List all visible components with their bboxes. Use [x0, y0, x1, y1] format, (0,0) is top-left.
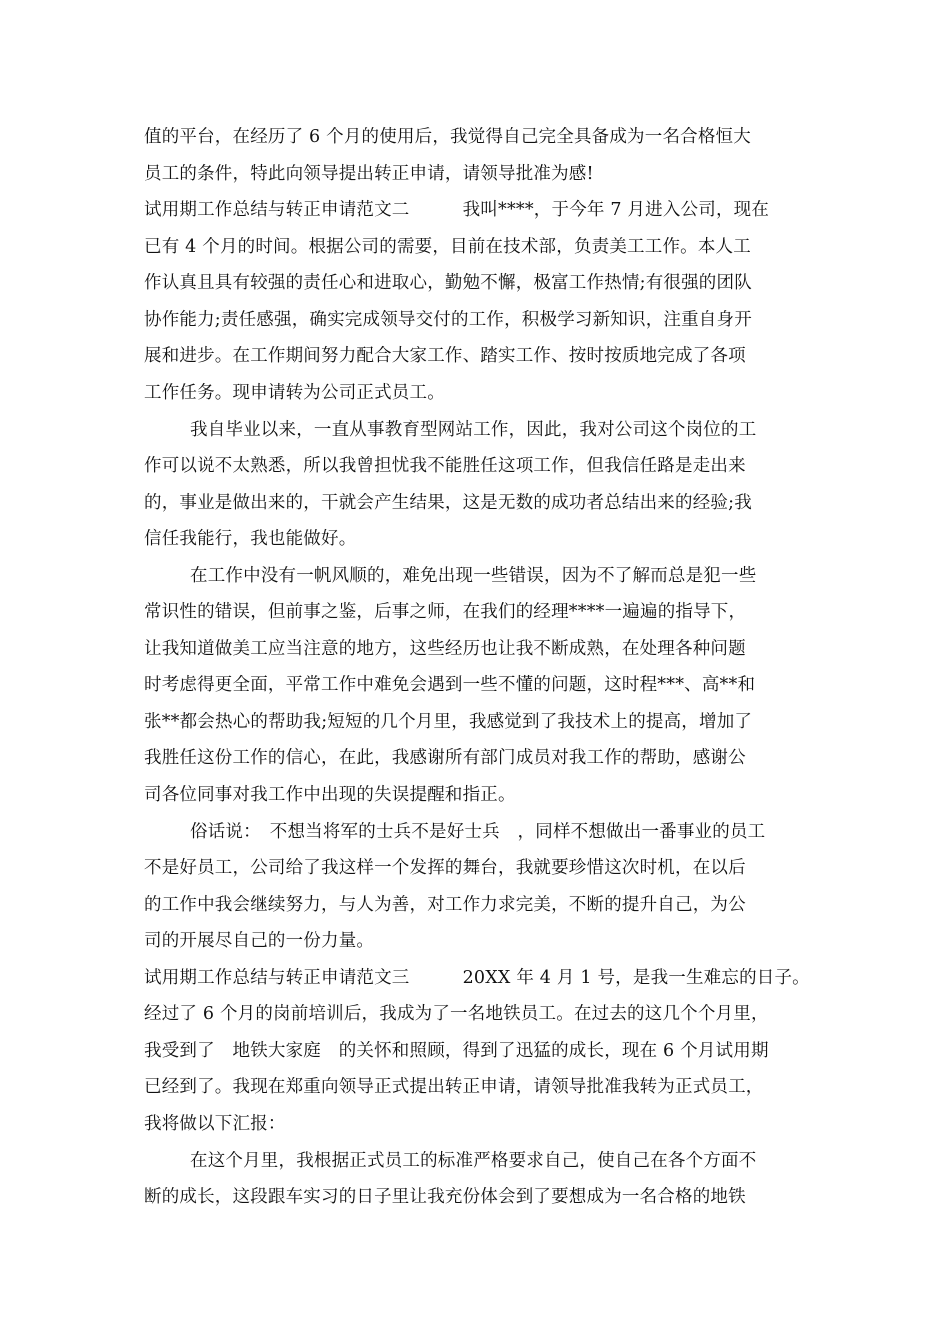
section-heading-line: 试用期工作总结与转正申请范文三 20XX 年 4 月 1 号，是我一生难忘的日子。 [144, 968, 810, 988]
text-line: 的工作中我会继续努力，与人为善，对工作力求完美，不断的提升自己，为公 [144, 895, 746, 915]
text-line: 作认真且具有较强的责任心和进取心，勤勉不懈，极富工作热情;有很强的团队 [144, 273, 752, 293]
text-line: 经过了 6 个月的岗前培训后，我成为了一名地铁员工。在过去的这几个个月里， [144, 1004, 769, 1024]
text-line: 协作能力;责任感强，确实完成领导交付的工作，积极学习新知识，注重自身开 [144, 310, 752, 330]
text-line: 断的成长，这段跟车实习的日子里让我充份体会到了要想成为一名合格的地铁 [144, 1187, 746, 1207]
section-heading-line: 试用期工作总结与转正申请范文二 我叫****，于今年 7 月进入公司，现在 [144, 200, 770, 220]
paragraph-start-line: 在工作中没有一帆风顺的，难免出现一些错误，因为不了解而总是犯一些 [190, 566, 757, 586]
text-line: 张**都会热心的帮助我;短短的几个月里，我感觉到了我技术上的提高，增加了 [144, 712, 753, 732]
text-line: 员工的条件，特此向领导提出转正申请，请领导批准为感! [144, 164, 594, 184]
text-line: 已有 4 个月的时间。根据公司的需要，目前在技术部，负责美工工作。本人工 [144, 237, 751, 257]
text-line: 展和进步。在工作期间努力配合大家工作、踏实工作、按时按质地完成了各项 [144, 346, 746, 366]
text-line: 值的平台，在经历了 6 个月的使用后，我觉得自己完全具备成为一名合格恒大 [144, 127, 751, 147]
text-line: 信任我能行，我也能做好。 [144, 529, 357, 549]
text-line: 常识性的错误，但前事之鉴，后事之师，在我们的经理****一遍遍的指导下， [144, 602, 747, 622]
text-line: 我胜任这份工作的信心，在此，我感谢所有部门成员对我工作的帮助，感谢公 [144, 748, 746, 768]
text-line: 让我知道做美工应当注意的地方，这些经历也让我不断成熟，在处理各种问题 [144, 639, 746, 659]
text-line: 司的开展尽自己的一份力量。 [144, 931, 375, 951]
text-line: 已经到了。我现在郑重向领导正式提出转正申请，请领导批准我转为正式员工， [144, 1077, 764, 1097]
text-line: 时考虑得更全面，平常工作中难免会遇到一些不懂的问题，这时程***、高**和 [144, 675, 756, 695]
paragraph-start-line: 我自毕业以来，一直从事教育型网站工作，因此，我对公司这个岗位的工 [190, 420, 757, 440]
paragraph-start-line: 俗话说： 不想当将军的士兵不是好士兵 ，同样不想做出一番事业的员工 [190, 822, 766, 842]
text-line: 司各位同事对我工作中出现的失误提醒和指正。 [144, 785, 516, 805]
text-line: 我将做以下汇报： [144, 1114, 286, 1134]
text-line: 不是好员工，公司给了我这样一个发挥的舞台，我就要珍惜这次时机，在以后 [144, 858, 746, 878]
paragraph-start-line: 在这个月里，我根据正式员工的标准严格要求自己，使自己在各个方面不 [190, 1151, 757, 1171]
text-line: 的，事业是做出来的，干就会产生结果，这是无数的成功者总结出来的经验;我 [144, 493, 752, 513]
text-line: 工作任务。现申请转为公司正式员工。 [144, 383, 445, 403]
text-line: 作可以说不太熟悉，所以我曾担忧我不能胜任这项工作，但我信任路是走出来 [144, 456, 746, 476]
text-line: 我受到了 地铁大家庭 的关怀和照顾，得到了迅猛的成长，现在 6 个月试用期 [144, 1041, 769, 1061]
